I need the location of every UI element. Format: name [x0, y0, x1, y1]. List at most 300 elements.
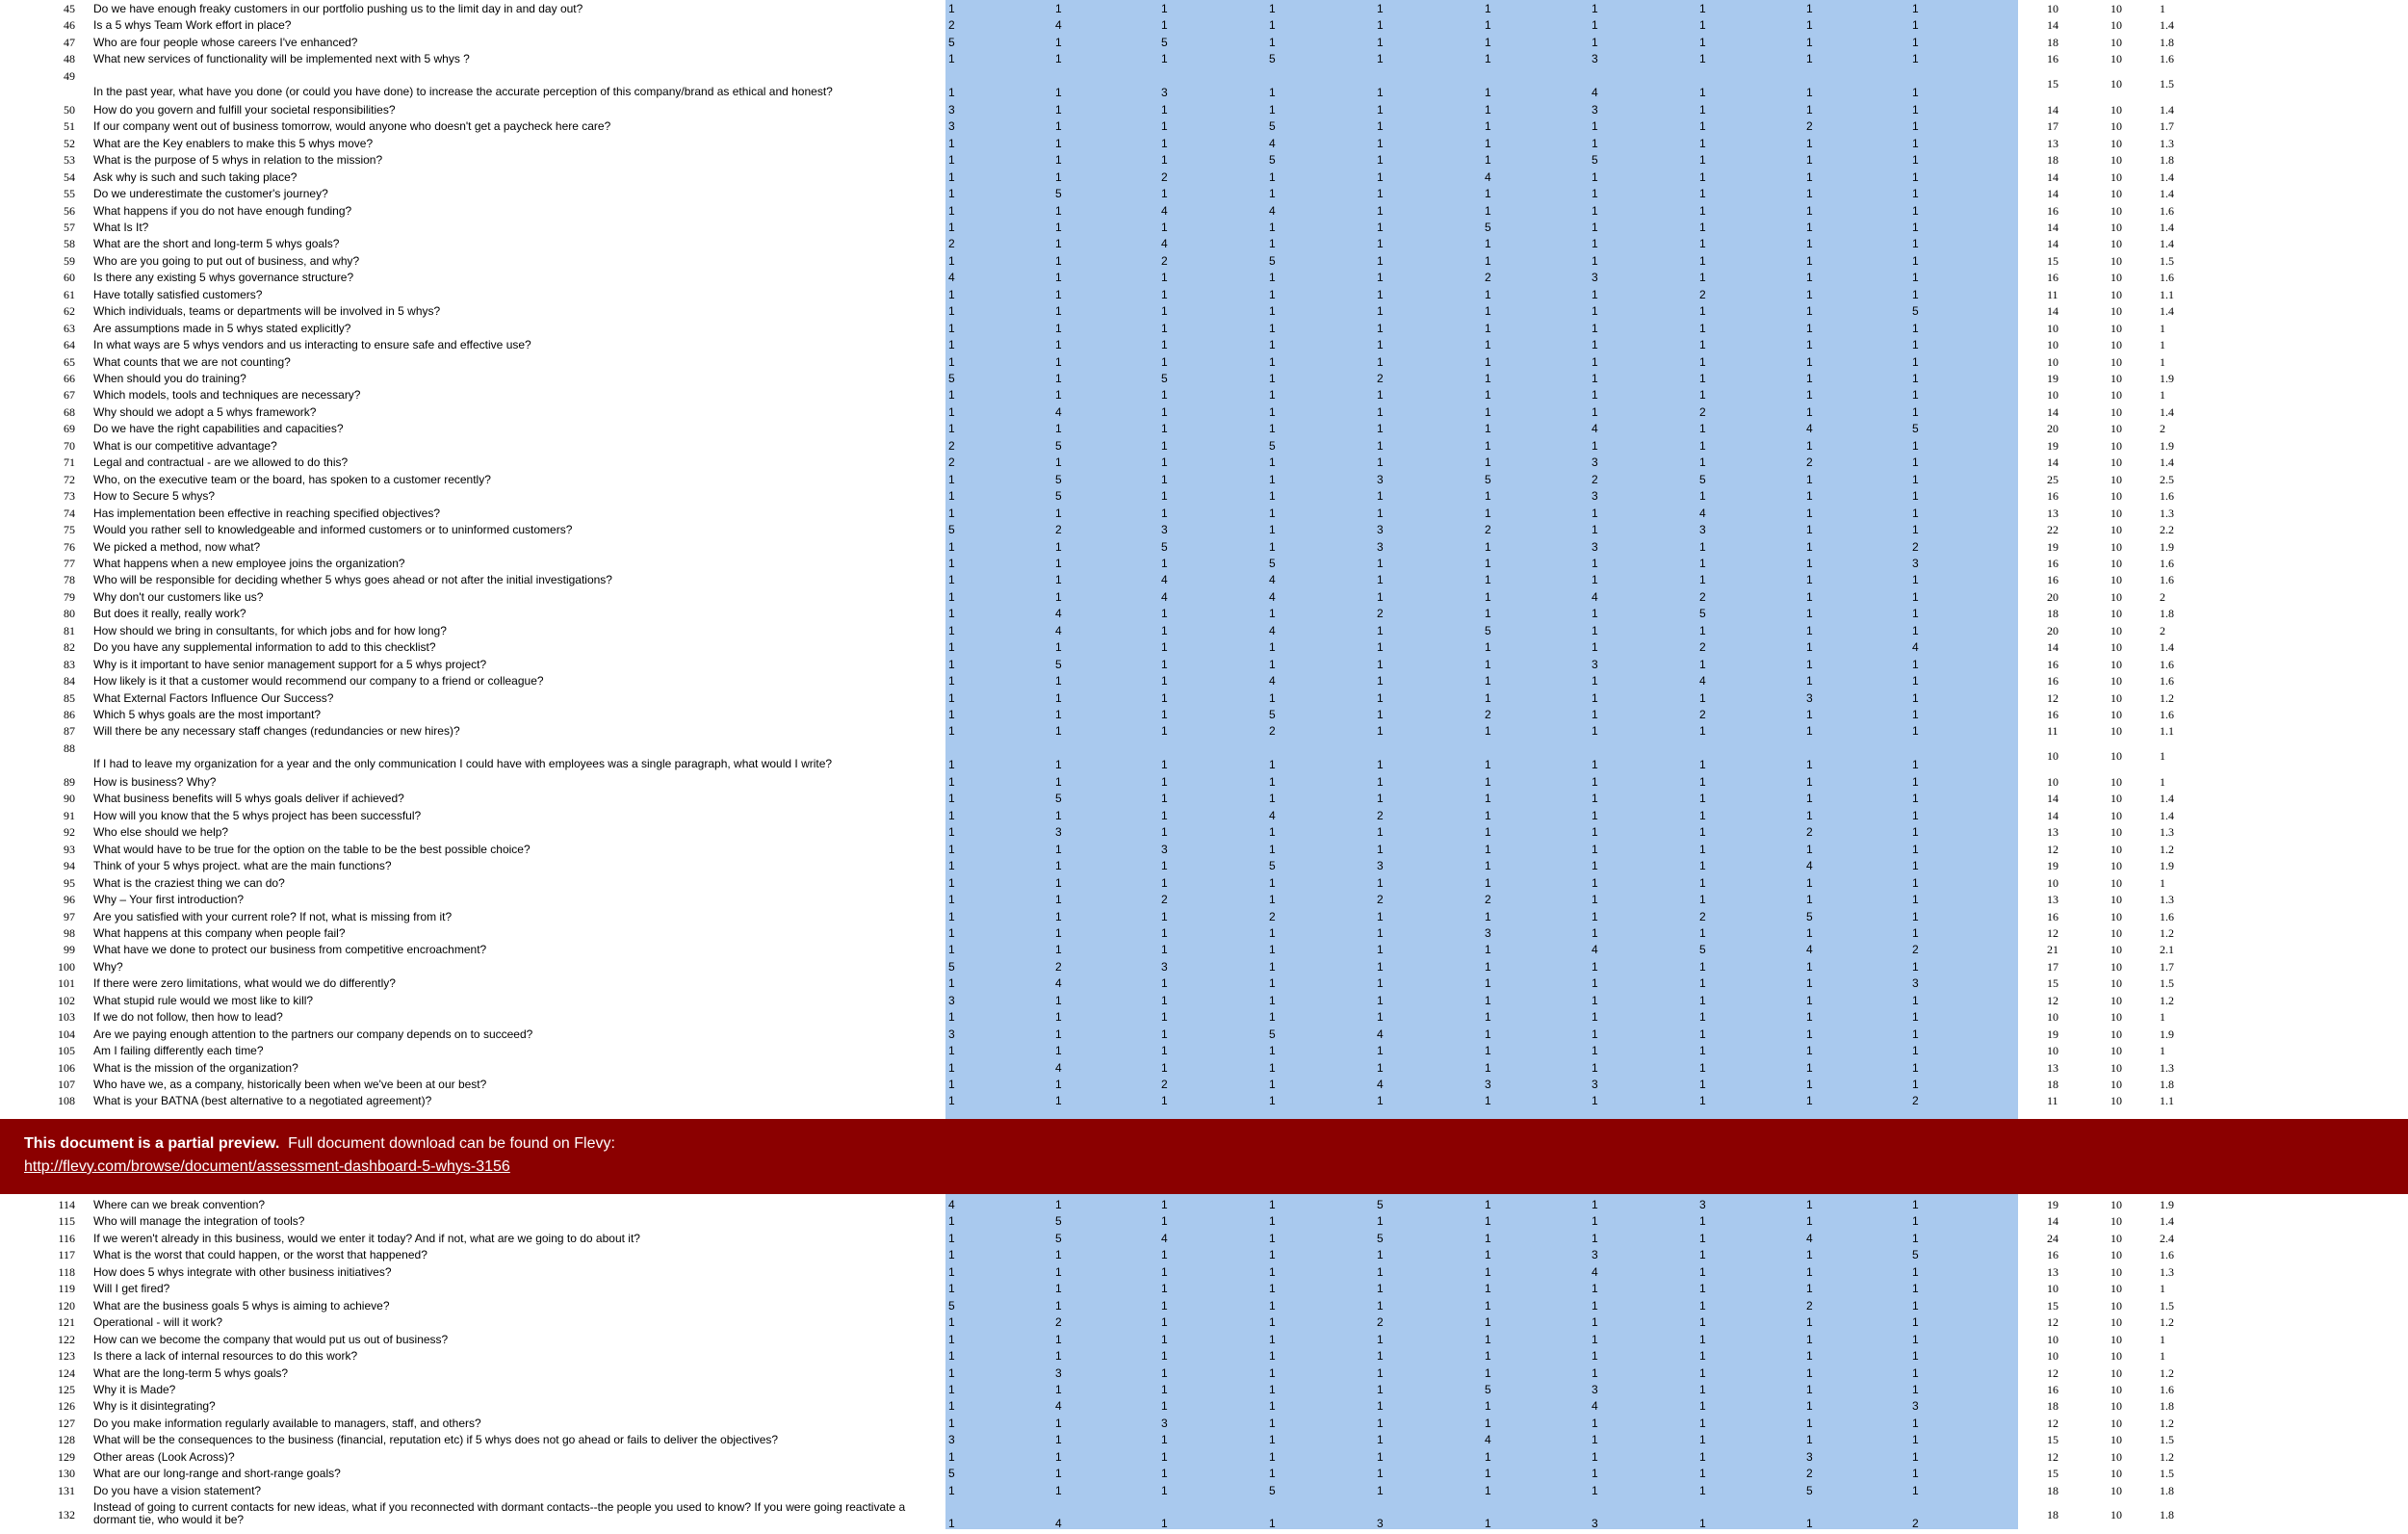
score-cell: 3 [1592, 539, 1598, 554]
total-cell: 12 [2047, 993, 2058, 1007]
score-cell: 1 [1055, 52, 1062, 66]
score-cell: 1 [1485, 1044, 1491, 1058]
score-cell: 1 [1806, 271, 1813, 285]
score-cell: 1 [1485, 1264, 1491, 1279]
total-cell: 13 [2047, 825, 2058, 840]
score-cell: 1 [1806, 808, 1813, 822]
score-cell: 1 [1912, 523, 1919, 537]
score-cell: 1 [948, 1214, 955, 1229]
score-cell: 4 [1055, 1517, 1062, 1531]
score-cell: 5 [1806, 909, 1813, 923]
preview-message [24, 1135, 615, 1153]
question-text: Which 5 whys goals are the most important? [93, 708, 322, 721]
table-row [0, 339, 2408, 355]
score-cell: 4 [1699, 674, 1706, 689]
score-cell: 1 [1699, 1298, 1706, 1313]
score-cell: 1 [1912, 842, 1919, 856]
question-text: Are we paying enough attention to the partners our company depends on to succeed? [93, 1027, 533, 1041]
score-cell: 5 [1055, 657, 1062, 671]
score-cell: 1 [1485, 438, 1491, 453]
score-cell: 1 [1485, 372, 1491, 385]
score-cell: 1 [1485, 187, 1491, 201]
score-cell: 1 [1912, 708, 1919, 721]
total-cell: 18 [2047, 607, 2058, 621]
score-cell: 1 [1699, 875, 1706, 890]
score-cell: 1 [1377, 1365, 1384, 1380]
row-number: 83 [64, 657, 75, 671]
average-cell: 1.4 [2160, 187, 2174, 201]
average-cell: 1.5 [2160, 976, 2174, 991]
score-cell: 1 [1592, 2, 1598, 15]
score-cell: 1 [1592, 506, 1598, 520]
score-cell: 1 [1912, 1264, 1919, 1279]
average-cell: 1.9 [2160, 859, 2174, 873]
score-cell: 1 [1377, 1332, 1384, 1346]
score-cell: 1 [1055, 1467, 1062, 1481]
score-cell: 1 [1161, 304, 1168, 319]
score-cell: 2 [1377, 893, 1384, 907]
score-cell: 1 [1592, 1214, 1598, 1229]
score-cell: 1 [1161, 1349, 1168, 1364]
score-cell: 1 [948, 943, 955, 957]
max-cell: 10 [2110, 1365, 2122, 1380]
score-cell: 1 [1485, 388, 1491, 403]
question-text: Why – Your first introduction? [93, 893, 245, 907]
score-cell: 1 [1055, 1483, 1062, 1497]
average-cell: 1.6 [2160, 909, 2174, 923]
score-cell: 1 [1699, 136, 1706, 150]
score-cell: 1 [1055, 1264, 1062, 1279]
row-number: 69 [64, 422, 75, 436]
row-number: 47 [64, 35, 75, 49]
score-cell: 1 [1055, 136, 1062, 150]
score-cell: 4 [1912, 640, 1919, 655]
row-number: 127 [58, 1416, 75, 1430]
score-cell: 1 [1269, 237, 1276, 251]
question-text: What will be the consequences to the business (financial, reputation etc) if 5 whys does not go ahead or fails to deliver the objectives? [93, 1433, 779, 1447]
total-cell: 16 [2047, 674, 2058, 689]
score-cell: 1 [1377, 1416, 1384, 1430]
score-cell: 1 [1699, 1332, 1706, 1346]
score-cell: 1 [1269, 1433, 1276, 1447]
score-cell: 1 [1161, 438, 1168, 453]
score-cell: 1 [1699, 808, 1706, 822]
score-cell: 1 [1055, 1248, 1062, 1262]
score-cell: 1 [1161, 338, 1168, 352]
question-text: Why don't our customers like us? [93, 589, 264, 604]
score-cell: 4 [1377, 1078, 1384, 1091]
score-cell: 1 [1377, 943, 1384, 957]
score-cell: 1 [1806, 1315, 1813, 1330]
score-cell: 1 [1055, 556, 1062, 570]
score-cell: 1 [1377, 925, 1384, 940]
score-cell: 1 [1055, 1044, 1062, 1058]
table-row [0, 238, 2408, 254]
score-cell: 1 [1055, 674, 1062, 689]
table-row [0, 1215, 2408, 1232]
score-cell: 1 [1699, 1315, 1706, 1330]
score-cell: 1 [1699, 119, 1706, 134]
download-link[interactable]: http://flevy.com/browse/document/assessment-dashboard-5-whys-3156 [24, 1158, 510, 1175]
question-text: Where can we break convention? [93, 1198, 266, 1211]
score-cell: 1 [1055, 808, 1062, 822]
score-cell: 5 [1485, 220, 1491, 234]
score-cell: 1 [1377, 455, 1384, 470]
average-cell: 2 [2160, 623, 2165, 637]
score-cell: 1 [1161, 640, 1168, 655]
question-text: Do you make information regularly available to managers, staff, and others? [93, 1416, 481, 1430]
average-cell: 1.8 [2160, 1078, 2174, 1091]
score-cell: 4 [1161, 237, 1168, 251]
score-cell: 1 [1161, 1282, 1168, 1296]
score-cell: 5 [1055, 1231, 1062, 1245]
score-cell: 1 [1055, 455, 1062, 470]
score-cell: 1 [1592, 119, 1598, 134]
total-cell: 18 [2047, 1399, 2058, 1414]
question-text: Would you rather sell to knowledgeable and informed customers or to uninformed customers? [93, 523, 573, 537]
score-cell: 1 [1055, 1416, 1062, 1430]
table-row [0, 1350, 2408, 1366]
score-cell: 1 [1269, 1315, 1276, 1330]
score-cell: 1 [1485, 808, 1491, 822]
score-cell: 1 [1055, 1198, 1062, 1211]
score-cell: 1 [1161, 1433, 1168, 1447]
total-cell: 16 [2047, 708, 2058, 721]
score-cell: 1 [1485, 1282, 1491, 1296]
average-cell: 1 [2160, 748, 2165, 763]
score-cell: 2 [1161, 893, 1168, 907]
total-cell: 10 [2047, 748, 2058, 763]
table-row [0, 574, 2408, 590]
score-cell: 1 [1269, 774, 1276, 789]
score-cell: 1 [1806, 792, 1813, 806]
score-cell: 1 [1485, 724, 1491, 739]
score-cell: 4 [1055, 607, 1062, 621]
score-cell: 1 [1485, 1315, 1491, 1330]
score-cell: 2 [1485, 708, 1491, 721]
score-cell: 1 [1055, 422, 1062, 436]
score-cell: 1 [948, 640, 955, 655]
score-cell: 1 [1269, 1382, 1276, 1396]
score-cell: 1 [1699, 993, 1706, 1007]
score-cell: 1 [1161, 1264, 1168, 1279]
score-cell: 1 [948, 1449, 955, 1464]
score-cell: 1 [1699, 52, 1706, 66]
score-cell: 1 [1055, 1078, 1062, 1091]
average-cell: 1.5 [2160, 1467, 2174, 1481]
score-cell: 1 [1485, 52, 1491, 66]
score-cell: 1 [1699, 724, 1706, 739]
average-cell: 1.8 [2160, 1508, 2174, 1522]
max-cell: 10 [2110, 338, 2122, 352]
preview-bold-text: This document is a partial preview. [24, 1135, 280, 1152]
total-cell: 16 [2047, 271, 2058, 285]
row-number: 91 [64, 808, 75, 822]
score-cell: 1 [1699, 1416, 1706, 1430]
score-cell: 1 [1699, 925, 1706, 940]
total-cell: 10 [2047, 388, 2058, 403]
max-cell: 10 [2110, 993, 2122, 1007]
score-cell: 1 [948, 1517, 955, 1531]
score-cell: 3 [1161, 85, 1168, 99]
score-cell: 1 [1592, 523, 1598, 537]
average-cell: 1.6 [2160, 1248, 2174, 1262]
question-text: How can we become the company that would put us out of business? [93, 1332, 449, 1346]
total-cell: 25 [2047, 472, 2058, 486]
score-cell: 1 [1485, 18, 1491, 33]
table-row [0, 474, 2408, 490]
score-cell: 1 [1912, 287, 1919, 301]
score-cell: 1 [1269, 1399, 1276, 1414]
score-cell: 1 [1377, 724, 1384, 739]
total-cell: 10 [2047, 1010, 2058, 1025]
row-number: 52 [64, 136, 75, 150]
score-cell: 2 [1377, 372, 1384, 385]
table-row [0, 456, 2408, 473]
score-cell: 1 [1377, 52, 1384, 66]
score-cell: 1 [1161, 1248, 1168, 1262]
row-number: 48 [64, 52, 75, 66]
score-cell: 3 [1592, 1078, 1598, 1091]
row-number: 129 [58, 1449, 75, 1464]
score-cell: 1 [1161, 757, 1168, 771]
average-cell: 1.5 [2160, 253, 2174, 268]
average-cell: 1.1 [2160, 724, 2174, 739]
question-text: Think of your 5 whys project. what are the main functions? [93, 859, 392, 873]
score-cell: 1 [1485, 1349, 1491, 1364]
total-cell: 16 [2047, 1382, 2058, 1396]
score-cell: 1 [1592, 1044, 1598, 1058]
score-cell: 2 [1912, 943, 1919, 957]
max-cell: 10 [2110, 1078, 2122, 1091]
max-cell: 10 [2110, 674, 2122, 689]
row-number: 121 [58, 1315, 75, 1330]
score-cell: 1 [948, 1231, 955, 1245]
average-cell: 1.1 [2160, 287, 2174, 301]
table-row [0, 927, 2408, 944]
score-cell: 1 [1912, 506, 1919, 520]
average-cell: 1 [2160, 774, 2165, 789]
score-cell: 2 [1377, 808, 1384, 822]
row-number: 123 [58, 1349, 75, 1364]
score-cell: 1 [1912, 959, 1919, 974]
average-cell: 1.3 [2160, 136, 2174, 150]
question-text: What is our competitive advantage? [93, 438, 277, 453]
row-number: 104 [58, 1027, 75, 1041]
question-text: Will I get fired? [93, 1282, 170, 1296]
score-cell: 1 [1592, 607, 1598, 621]
max-cell: 10 [2110, 1010, 2122, 1025]
score-cell: 2 [1912, 1094, 1919, 1108]
score-cell: 1 [1699, 153, 1706, 168]
score-cell: 1 [1912, 808, 1919, 822]
table-row [0, 1283, 2408, 1299]
score-cell: 1 [1806, 1264, 1813, 1279]
score-cell: 5 [1912, 304, 1919, 319]
score-cell: 1 [1269, 506, 1276, 520]
score-cell: 1 [1699, 1399, 1706, 1414]
score-cell: 1 [948, 674, 955, 689]
score-cell: 1 [1161, 1010, 1168, 1025]
max-cell: 10 [2110, 1349, 2122, 1364]
table-row [0, 490, 2408, 507]
score-cell: 1 [1592, 808, 1598, 822]
score-cell: 1 [1592, 321, 1598, 335]
score-cell: 1 [1806, 1078, 1813, 1091]
question-text: Will there be any necessary staff changes (redundancies or new hires)? [93, 724, 460, 739]
score-cell: 1 [948, 321, 955, 335]
total-cell: 22 [2047, 523, 2058, 537]
score-cell: 2 [1699, 909, 1706, 923]
score-cell: 1 [1377, 1433, 1384, 1447]
score-cell: 1 [1699, 253, 1706, 268]
score-cell: 1 [1269, 925, 1276, 940]
score-cell: 5 [948, 1467, 955, 1481]
row-number: 53 [64, 153, 75, 168]
score-cell: 1 [1699, 304, 1706, 319]
score-cell: 1 [948, 976, 955, 991]
score-cell: 1 [1912, 1060, 1919, 1075]
max-cell: 10 [2110, 607, 2122, 621]
average-cell: 1.6 [2160, 674, 2174, 689]
score-cell: 1 [1485, 859, 1491, 873]
score-cell: 1 [1699, 321, 1706, 335]
max-cell: 10 [2110, 556, 2122, 570]
score-cell: 1 [1699, 825, 1706, 840]
table-row [0, 894, 2408, 910]
table-row [0, 1266, 2408, 1283]
total-cell: 15 [2047, 76, 2058, 91]
score-cell: 1 [1912, 1315, 1919, 1330]
score-cell: 1 [1269, 1467, 1276, 1481]
score-cell: 1 [1161, 1298, 1168, 1313]
question-text: What is the purpose of 5 whys in relation to the mission? [93, 153, 383, 168]
score-cell: 1 [1161, 724, 1168, 739]
question-text: If there were zero limitations, what would we do differently? [93, 976, 396, 991]
score-cell: 5 [948, 372, 955, 385]
row-number: 59 [64, 253, 75, 268]
average-cell: 1.4 [2160, 220, 2174, 234]
max-cell: 10 [2110, 1416, 2122, 1430]
question-text: Legal and contractual - are we allowed to do this? [93, 455, 349, 470]
score-cell: 1 [1055, 1349, 1062, 1364]
table-row [0, 591, 2408, 608]
score-cell: 1 [1161, 1044, 1168, 1058]
row-number: 101 [58, 976, 75, 991]
score-cell: 1 [1806, 842, 1813, 856]
table-row [0, 1434, 2408, 1450]
score-cell: 1 [1912, 1282, 1919, 1296]
average-cell: 1.5 [2160, 1298, 2174, 1313]
total-cell: 10 [2047, 354, 2058, 369]
question-text: What are the long-term 5 whys goals? [93, 1365, 289, 1380]
score-cell: 2 [1161, 253, 1168, 268]
score-cell: 1 [1699, 220, 1706, 234]
score-cell: 3 [1485, 1078, 1491, 1091]
row-number: 87 [64, 724, 75, 739]
score-cell: 1 [1592, 774, 1598, 789]
max-cell: 10 [2110, 52, 2122, 66]
table-row [0, 1079, 2408, 1095]
score-cell: 1 [1377, 489, 1384, 504]
score-cell: 1 [948, 690, 955, 705]
question-text: How is business? Why? [93, 774, 217, 789]
score-cell: 1 [1485, 1517, 1491, 1531]
score-cell: 1 [1592, 35, 1598, 49]
question-text: Do you have any supplemental information to add to this checklist? [93, 640, 436, 655]
score-cell: 1 [1161, 455, 1168, 470]
score-cell: 1 [1806, 153, 1813, 168]
max-cell: 10 [2110, 825, 2122, 840]
score-cell: 1 [948, 556, 955, 570]
score-cell: 1 [1912, 404, 1919, 419]
score-cell: 1 [948, 2, 955, 15]
score-cell: 1 [1912, 1010, 1919, 1025]
row-number: 105 [58, 1044, 75, 1058]
average-cell: 2.1 [2160, 943, 2174, 957]
score-cell: 1 [948, 1264, 955, 1279]
score-cell: 1 [1699, 18, 1706, 33]
score-cell: 1 [948, 724, 955, 739]
average-cell: 1 [2160, 1332, 2165, 1346]
row-number: 54 [64, 169, 75, 184]
average-cell: 1 [2160, 321, 2165, 335]
table-row [0, 625, 2408, 641]
score-cell: 4 [1161, 573, 1168, 587]
question-text: Which models, tools and techniques are necessary? [93, 388, 361, 403]
score-cell: 1 [1269, 690, 1276, 705]
score-cell: 1 [1699, 1044, 1706, 1058]
score-cell: 1 [1161, 287, 1168, 301]
max-cell: 10 [2110, 774, 2122, 789]
average-cell: 1.2 [2160, 1449, 2174, 1464]
total-cell: 10 [2047, 875, 2058, 890]
score-cell: 1 [1806, 1198, 1813, 1211]
score-cell: 1 [1806, 640, 1813, 655]
score-cell: 5 [1269, 556, 1276, 570]
total-cell: 20 [2047, 422, 2058, 436]
table-row [0, 911, 2408, 927]
score-cell: 1 [1377, 1060, 1384, 1075]
average-cell: 1.2 [2160, 1416, 2174, 1430]
total-cell: 14 [2047, 1214, 2058, 1229]
score-cell: 1 [1592, 237, 1598, 251]
score-cell: 1 [1912, 589, 1919, 604]
total-cell: 14 [2047, 792, 2058, 806]
total-cell: 20 [2047, 623, 2058, 637]
average-cell: 1.2 [2160, 690, 2174, 705]
score-cell: 1 [1269, 875, 1276, 890]
score-cell: 1 [1269, 1416, 1276, 1430]
score-cell: 1 [1269, 1332, 1276, 1346]
question-text: Do you have a vision statement? [93, 1483, 262, 1497]
score-cell: 1 [1699, 1078, 1706, 1091]
score-cell: 1 [1592, 1010, 1598, 1025]
score-cell: 1 [1806, 52, 1813, 66]
question-text: Do we have enough freaky customers in our portfolio pushing us to the limit day in and day out? [93, 2, 583, 15]
score-cell: 1 [1592, 640, 1598, 655]
total-cell: 12 [2047, 690, 2058, 705]
score-cell: 1 [1592, 1282, 1598, 1296]
score-cell: 1 [1912, 1449, 1919, 1464]
score-cell: 1 [1377, 640, 1384, 655]
question-text: How does 5 whys integrate with other business initiatives? [93, 1264, 392, 1279]
average-cell: 1.1 [2160, 1094, 2174, 1108]
question-text: Who have we, as a company, historically been when we've been at our best? [93, 1078, 487, 1091]
max-cell: 10 [2110, 422, 2122, 436]
score-cell: 1 [1912, 757, 1919, 771]
score-cell: 1 [1055, 774, 1062, 789]
